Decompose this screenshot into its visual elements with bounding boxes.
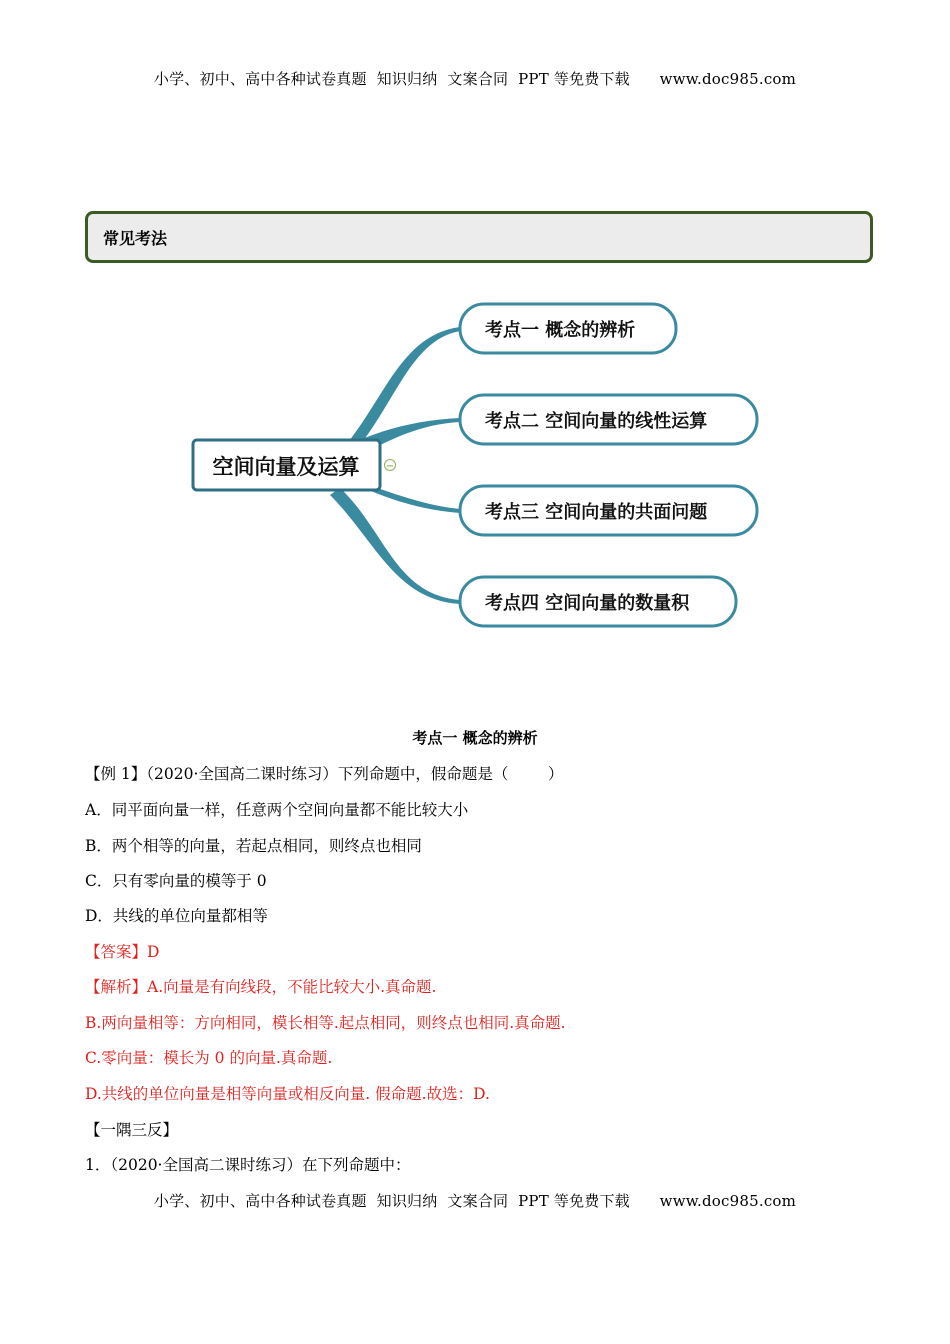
section-banner — [85, 211, 873, 263]
answer: 【答案】D — [85, 943, 160, 961]
analysis-line-1: 【解析】A.向量是有向线段，不能比较大小.真命题. — [85, 978, 437, 996]
connector-4 — [330, 488, 460, 604]
mind-map-root — [193, 440, 380, 490]
analysis-line-2: B.两向量相等：方向相同，模长相等.起点相同，则终点也相同.真命题. — [85, 1014, 566, 1032]
analysis-line-3: C.零向量：模长为 0 的向量.真命题. — [85, 1049, 333, 1067]
page-header: 小学、初中、高中各种试卷真题 知识归纳 文案合同 PPT 等免费下载 www.doc985.com — [153, 70, 797, 88]
practice-heading: 【一隅三反】 — [85, 1121, 179, 1139]
page-footer: 小学、初中、高中各种试卷真题 知识归纳 文案合同 PPT 等免费下载 www.doc985.com — [153, 1192, 797, 1210]
branch-node-3 — [460, 486, 757, 535]
collapse-toggle[interactable] — [385, 460, 396, 473]
option-c: C．只有零向量的模等于 0 — [85, 872, 267, 890]
section-title: 考点一 概念的辨析 — [412, 729, 538, 747]
option-d: D．共线的单位向量都相等 — [85, 907, 268, 925]
practice-question-1: 1．（2020·全国高二课时练习）在下列命题中： — [85, 1156, 411, 1174]
root-label: 空间向量及运算 — [212, 455, 360, 479]
branch-node-1 — [460, 304, 676, 353]
option-a: A．同平面向量一样，任意两个空间向量都不能比较大小 — [85, 801, 469, 819]
branch-label-4: 考点四 空间向量的数量积 — [485, 593, 690, 614]
analysis-line-4: D.共线的单位向量是相等向量或相反向量. 假命题.故选：D. — [85, 1085, 490, 1103]
mind-map — [0, 290, 950, 650]
branch-node-4 — [460, 577, 736, 626]
branch-label-1: 考点一 概念的辨析 — [485, 320, 636, 341]
collapse-icon: − — [385, 461, 395, 472]
banner-title: 常见考法 — [103, 229, 168, 248]
branch-label-3: 考点三 空间向量的共面问题 — [485, 502, 708, 523]
option-b: B．两个相等的向量，若起点相同，则终点也相同 — [85, 837, 422, 855]
branch-label-2: 考点二 空间向量的线性运算 — [485, 411, 708, 432]
example-question: 【例 1】（2020·全国高二课时练习）下列命题中，假命题是（ ） — [85, 765, 564, 783]
branch-node-2 — [460, 395, 757, 444]
